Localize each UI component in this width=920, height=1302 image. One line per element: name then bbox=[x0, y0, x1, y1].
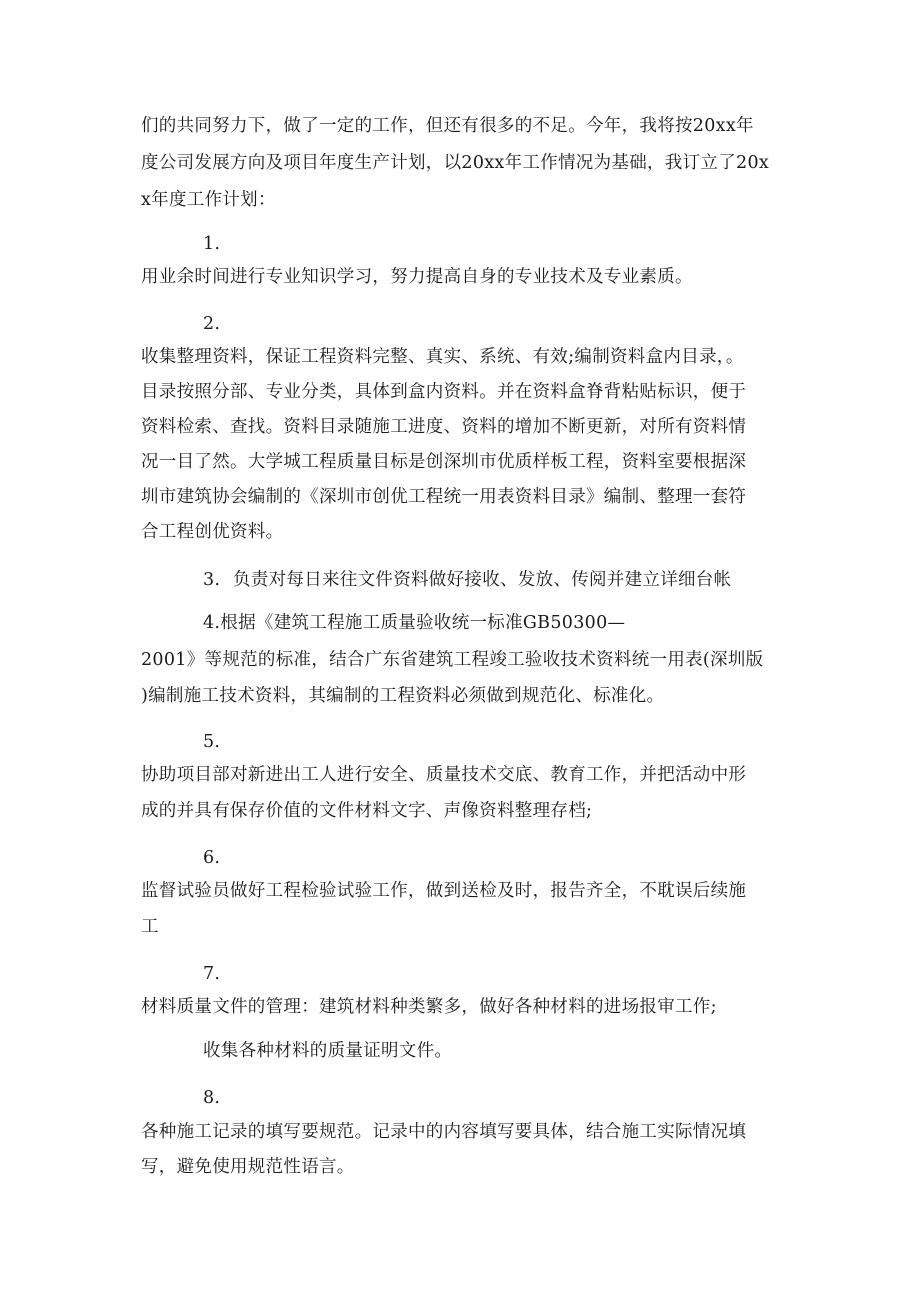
item-2-line-3: 资料检索、查找。资料目录随施工进度、资料的增加不断更新，对所有资料情 bbox=[141, 417, 747, 437]
item-8-number: 8. bbox=[203, 1088, 221, 1108]
item-7-extra: 收集各种材料的质量证明文件。 bbox=[203, 1041, 453, 1061]
item-2-line-5: 圳市建筑协会编制的《深圳市创优工程统一用表资料目录》编制、整理一套符 bbox=[141, 487, 747, 507]
item-5-number: 5. bbox=[203, 732, 221, 752]
item-2-line-6: 合工程创优资料。 bbox=[141, 522, 284, 542]
intro-line-3: x年度工作计划： bbox=[141, 190, 276, 210]
item-2-line-2: 目录按照分部、专业分类，具体到盒内资料。并在资料盒脊背粘贴标识，便于 bbox=[141, 382, 747, 402]
item-6-number: 6. bbox=[203, 848, 221, 868]
item-4-line-2: 2001》等规范的标准，结合广东省建筑工程竣工验收技术资料统一用表(深圳版 bbox=[141, 650, 764, 670]
item-6-line-1: 监督试验员做好工程检验试验工作，做到送检及时，报告齐全，不耽误后续施 bbox=[141, 881, 747, 901]
item-5-line-2: 成的并具有保存价值的文件材料文字、声像资料整理存档; bbox=[141, 801, 593, 821]
item-2-number: 2. bbox=[203, 314, 221, 334]
item-8-line-2: 写，避免使用规范性语言。 bbox=[141, 1157, 355, 1177]
item-4-line-1: 4.根据《建筑工程施工质量验收统一标准GB50300— bbox=[203, 613, 626, 633]
item-3-number: 3. bbox=[203, 570, 221, 590]
item-2-line-4: 况一目了然。大学城工程质量目标是创深圳市优质样板工程，资料室要根据深 bbox=[141, 452, 747, 472]
item-7-number: 7. bbox=[203, 964, 221, 984]
item-4-line-3: )编制施工技术资料，其编制的工程资料必须做到规范化、标准化。 bbox=[141, 686, 665, 706]
item-5-line-1: 协助项目部对新进出工人进行安全、质量技术交底、教育工作，并把活动中形 bbox=[141, 765, 747, 785]
item-6-line-2: 工 bbox=[141, 917, 159, 937]
intro-line-1: 们的共同努力下，做了一定的工作，但还有很多的不足。今年，我将按20xx年 bbox=[141, 116, 754, 136]
intro-line-2: 度公司发展方向及项目年度生产计划，以20xx年工作情况为基础，我订立了20x bbox=[141, 153, 770, 173]
item-1-number: 1. bbox=[203, 234, 221, 254]
item-7-line-1: 材料质量文件的管理：建筑材料种类繁多，做好各种材料的进场报审工作; bbox=[141, 997, 717, 1017]
item-3-text: 负责对每日来往文件资料做好接收、发放、传阅并建立详细台帐 bbox=[233, 570, 732, 590]
item-2-line-1: 收集整理资料，保证工程资料完整、真实、系统、有效;编制资料盒内目录，。 bbox=[141, 347, 744, 367]
item-1-line-1: 用业余时间进行专业知识学习，努力提高自身的专业技术及专业素质。 bbox=[141, 267, 693, 287]
item-8-line-1: 各种施工记录的填写要规范。记录中的内容填写要具体，结合施工实际情况填 bbox=[141, 1122, 747, 1142]
